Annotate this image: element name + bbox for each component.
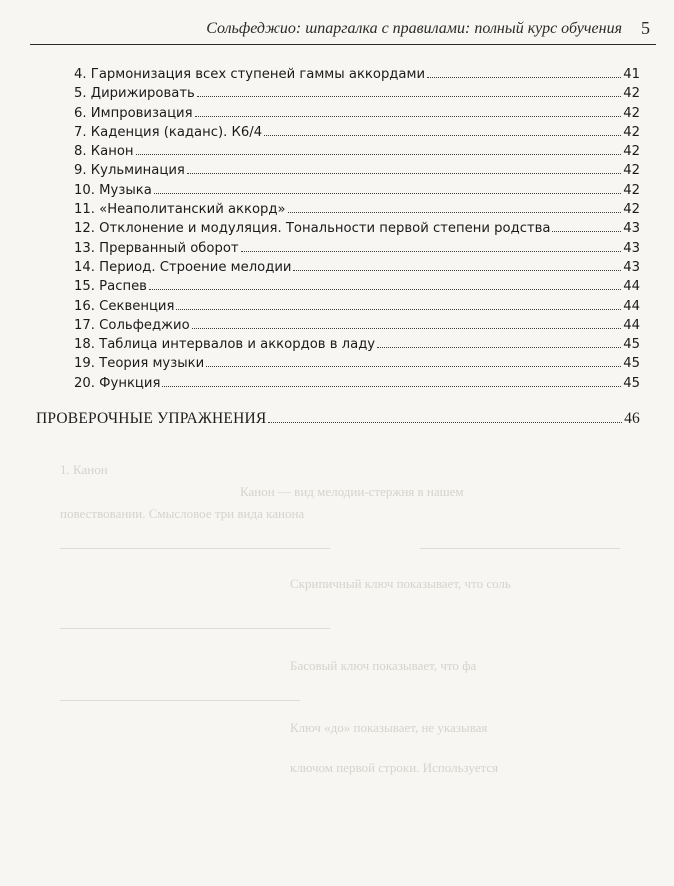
dot-leader (154, 181, 621, 194)
dot-leader (241, 239, 622, 252)
toc-entry-title: 6. Импровизация (74, 105, 193, 121)
toc-entry[interactable] (74, 84, 640, 103)
toc-entry-title: 20. Функция (74, 375, 161, 391)
page-number: 5 (641, 18, 650, 38)
running-header (30, 14, 656, 45)
toc-entry-page: 43 (623, 259, 640, 275)
toc-entry[interactable] (74, 277, 640, 296)
toc-entry[interactable] (74, 161, 640, 180)
dot-leader (293, 258, 621, 271)
toc-entry-page: 42 (623, 202, 640, 218)
toc-entry-title: 11. «Неаполитанский аккорд» (74, 202, 286, 218)
toc-entry[interactable] (74, 104, 640, 123)
bleed-staff-line (60, 700, 300, 701)
toc-entry-page: 42 (623, 163, 640, 179)
dot-leader (187, 161, 621, 174)
toc-entry-title: 17. Сольфеджио (74, 317, 190, 333)
toc-entry-page: 42 (623, 144, 640, 160)
dot-leader (162, 374, 621, 387)
toc-entry-page: 42 (623, 182, 640, 198)
bleed-through: Басовый ключ показывает, что фа (290, 658, 477, 673)
toc-entry[interactable] (74, 123, 640, 142)
toc-entry-page: 45 (623, 337, 640, 353)
bleed-through: повествовании. Смысловое три вида канона (60, 506, 305, 521)
toc-entry[interactable] (74, 354, 640, 373)
dot-leader (427, 65, 621, 78)
dot-leader (377, 335, 621, 348)
toc-entry-title: 7. Каденция (каданс). К6/4 (74, 124, 263, 140)
toc-entry[interactable] (74, 142, 640, 161)
toc-entry[interactable] (74, 219, 640, 238)
toc-entry[interactable] (74, 297, 640, 316)
dot-leader (288, 200, 622, 213)
dot-leader (149, 277, 621, 290)
toc-entry[interactable] (74, 65, 640, 84)
dot-leader (176, 297, 621, 310)
section-page: 46 (624, 410, 640, 427)
toc-entry-page: 42 (623, 86, 640, 102)
toc-entry[interactable] (74, 239, 640, 258)
dot-leader (268, 410, 622, 423)
header-title: Сольфеджио: шпаргалка с правилами: полный курс обучения (206, 20, 622, 37)
dot-leader (206, 354, 621, 367)
toc-entry[interactable] (74, 335, 640, 354)
toc-entry-title: 14. Период. Строение мелодии (74, 259, 292, 275)
toc-entry-title: 9. Кульминация (74, 163, 185, 179)
dot-leader (195, 104, 622, 117)
toc-entry-title: 10. Музыка (74, 182, 152, 198)
toc-entry[interactable] (74, 316, 640, 335)
bleed-staff-line (60, 548, 330, 549)
toc-entry[interactable] (74, 181, 640, 200)
toc-entry-title: 16. Секвенция (74, 298, 175, 314)
toc-entry[interactable] (74, 374, 640, 393)
bleed-staff-line (420, 548, 620, 549)
toc-entry[interactable] (74, 200, 640, 219)
toc-entry-page: 45 (623, 375, 640, 391)
toc-entry-page: 45 (623, 356, 640, 372)
bleed-through: Ключ «до» показывает, не указывая (290, 720, 488, 735)
toc-entry-page: 41 (623, 67, 640, 82)
toc-entry-title: 4. Гармонизация всех ступеней гаммы аккордами (74, 67, 426, 82)
bleed-staff-line (60, 628, 330, 629)
dot-leader (264, 123, 621, 136)
toc-entry[interactable] (74, 258, 640, 277)
toc-entry-page: 44 (623, 279, 640, 295)
toc-entry-title: 18. Таблица интервалов и аккордов в ладу (74, 337, 376, 353)
dot-leader (552, 219, 621, 232)
dot-leader (192, 316, 622, 329)
toc-entry-page: 44 (623, 298, 640, 314)
bleed-through: ключом первой строки. Используется (290, 760, 499, 775)
toc-entry-page: 42 (623, 105, 640, 121)
bleed-through: Канон — вид мелодии-стержня в нашем (240, 484, 464, 499)
toc-entry-page: 44 (623, 317, 640, 333)
bleed-through: Скрипичный ключ показывает, что соль (290, 576, 511, 591)
toc-entry-page: 42 (623, 124, 640, 140)
toc-entry-page: 43 (623, 240, 640, 256)
section-title: ПРОВЕРОЧНЫЕ УПРАЖНЕНИЯ (36, 410, 267, 427)
toc-entry-title: 8. Канон (74, 144, 134, 160)
toc-entry-title: 13. Прерванный оборот (74, 240, 239, 256)
toc-entry-title: 12. Отклонение и модуляция. Тональности первой степени родства (74, 221, 551, 237)
toc-entry-page: 43 (623, 221, 640, 237)
bleed-through: 1. Канон (60, 462, 108, 477)
dot-leader (197, 84, 621, 97)
section-heading[interactable] (36, 410, 640, 428)
table-of-contents (74, 65, 640, 393)
dot-leader (136, 142, 622, 155)
toc-entry-title: 15. Распев (74, 279, 147, 295)
toc-entry-title: 19. Теория музыки (74, 356, 205, 372)
toc-entry-title: 5. Дирижировать (74, 86, 195, 102)
